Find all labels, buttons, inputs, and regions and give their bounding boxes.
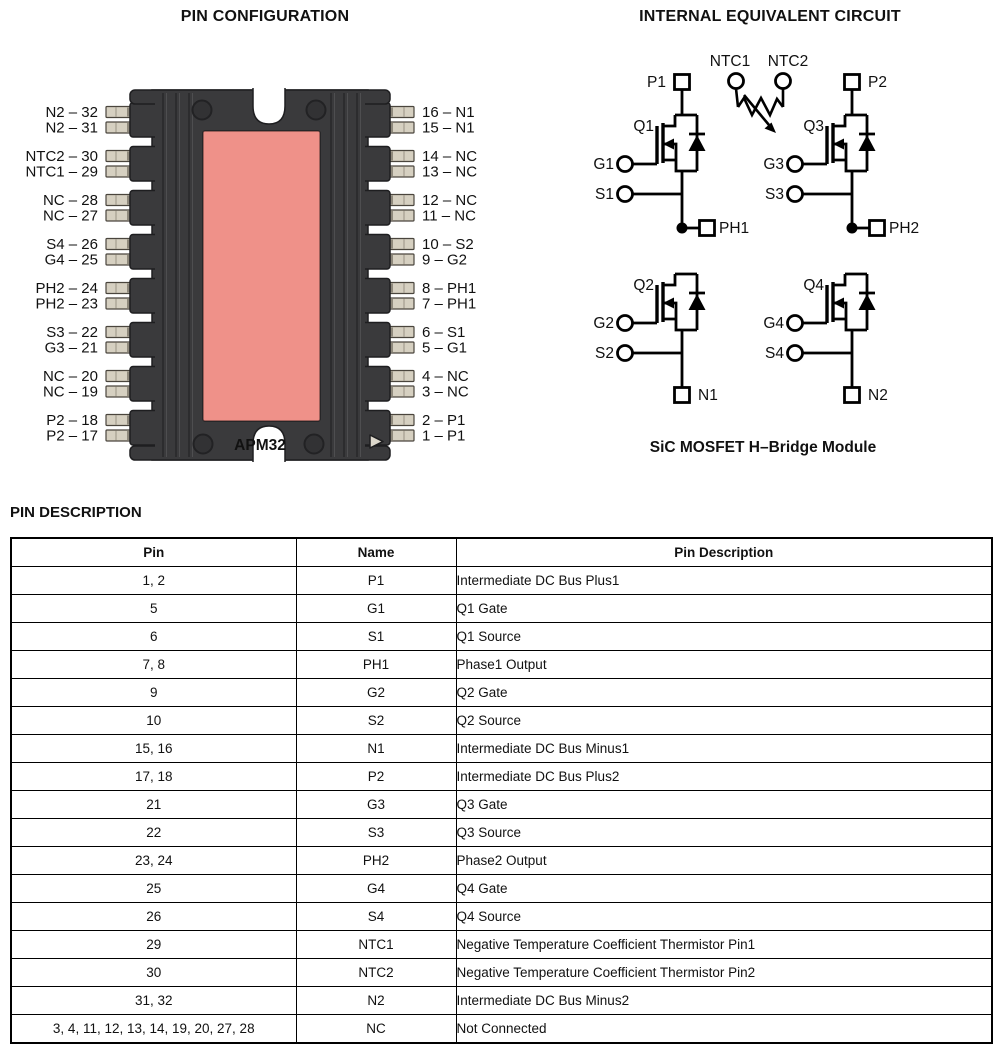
- pin-label-right: 11 – NC: [422, 207, 476, 225]
- table-row: [11, 931, 992, 959]
- phase-terminal: [870, 221, 885, 236]
- table-row: [11, 791, 992, 819]
- cell-name: N2: [296, 987, 456, 1015]
- cell-description: Q1 Source: [456, 623, 992, 651]
- pin-label-right: 4 – NC: [422, 368, 469, 385]
- source-terminal: [788, 346, 803, 361]
- pin-label-right: 16 – N1: [422, 104, 475, 121]
- cell-name: G1: [296, 595, 456, 623]
- package-bump: [362, 367, 390, 402]
- label-high-gate: G3: [763, 156, 784, 173]
- table-row: [11, 987, 992, 1015]
- cell-name: NTC2: [296, 959, 456, 987]
- cell-pin: 31, 32: [11, 987, 296, 1015]
- wire: [827, 123, 833, 164]
- wire: [657, 282, 663, 323]
- label-bus-minus: N1: [698, 387, 718, 404]
- pin-label-right: 3 – NC: [422, 383, 469, 401]
- table-row: [11, 707, 992, 735]
- pin-label-right: 13 – NC: [422, 163, 478, 181]
- package-bump: [130, 235, 158, 270]
- cell-name: G3: [296, 791, 456, 819]
- table-header-row: [11, 538, 992, 567]
- column-header-pin: Pin: [11, 538, 296, 567]
- pin-label-left: S3 – 22: [46, 324, 98, 341]
- label-phase: PH1: [719, 220, 750, 237]
- cell-description: Q1 Gate: [456, 595, 992, 623]
- pin-label-left: S4 – 26: [46, 236, 98, 253]
- label-high-fet: Q1: [633, 118, 654, 135]
- mounting-hole: [307, 101, 326, 120]
- cell-pin: 10: [11, 707, 296, 735]
- pin-label-right: 14 – NC: [422, 148, 478, 165]
- dc-bus-minus-terminal: [845, 388, 860, 403]
- wire: [657, 123, 663, 164]
- gate-terminal: [618, 157, 633, 172]
- thermistor-zigzag: [738, 98, 783, 115]
- junction-dot: [847, 223, 858, 234]
- cell-pin: 3, 4, 11, 12, 13, 14, 19, 20, 27, 28: [11, 1015, 296, 1044]
- equivalent-circuit-title: INTERNAL EQUIVALENT CIRCUIT: [639, 8, 901, 25]
- cell-name: PH1: [296, 651, 456, 679]
- pin-label-left: NC – 20: [42, 368, 98, 385]
- cell-name: P1: [296, 567, 456, 595]
- table-row: [11, 819, 992, 847]
- gate-terminal: [618, 316, 633, 331]
- cell-name: S4: [296, 903, 456, 931]
- mounting-hole: [194, 435, 213, 454]
- cell-description: Q4 Source: [456, 903, 992, 931]
- ntc1-terminal: [729, 74, 744, 89]
- pin-label-left: NC – 28: [42, 192, 98, 209]
- label-high-source: S1: [595, 186, 614, 203]
- label-phase: PH2: [889, 220, 920, 237]
- label-low-source: S4: [765, 345, 784, 362]
- pin-description-heading: PIN DESCRIPTION: [10, 504, 142, 521]
- cell-pin: 5: [11, 595, 296, 623]
- wire: [827, 282, 833, 323]
- table-row: [11, 1015, 992, 1044]
- cell-pin: 15, 16: [11, 735, 296, 763]
- package-bump: [362, 323, 390, 358]
- table-row: [11, 959, 992, 987]
- table-row: [11, 763, 992, 791]
- package-bump: [130, 367, 158, 402]
- label-high-source: S3: [765, 186, 784, 203]
- label-low-gate: G4: [763, 315, 784, 332]
- pin-label-left: NTC2 – 30: [25, 148, 98, 165]
- half-bridge-right: [763, 74, 919, 404]
- package-bump: [130, 191, 158, 226]
- pin-label-right: 12 – NC: [422, 192, 478, 209]
- table-row: [11, 875, 992, 903]
- table-row: [11, 651, 992, 679]
- gate-terminal: [788, 157, 803, 172]
- thermistor-arrowhead: [765, 123, 777, 134]
- body-diode: [859, 135, 876, 151]
- cell-description: Phase1 Output: [456, 651, 992, 679]
- package-bump: [362, 235, 390, 270]
- cell-name: G4: [296, 875, 456, 903]
- cell-description: Phase2 Output: [456, 847, 992, 875]
- cell-description: Not Connected: [456, 1015, 992, 1044]
- pin-label-left: G3 – 21: [44, 339, 98, 357]
- pin-label-right: 6 – S1: [422, 324, 466, 341]
- cell-description: Intermediate DC Bus Minus2: [456, 987, 992, 1015]
- package-name: APM32: [234, 437, 286, 454]
- cell-pin: 26: [11, 903, 296, 931]
- phase-terminal: [700, 221, 715, 236]
- cell-pin: 6: [11, 623, 296, 651]
- cell-description: Q4 Gate: [456, 875, 992, 903]
- pin-label-left: NC – 27: [42, 207, 98, 225]
- cell-description: Q3 Gate: [456, 791, 992, 819]
- pin-label-left: N2 – 31: [45, 119, 98, 137]
- pin-label-left: NC – 19: [42, 383, 98, 401]
- pin-label-left: P2 – 18: [46, 412, 98, 429]
- alignment-notch-top: [253, 88, 285, 124]
- body-diode: [689, 135, 706, 151]
- label-bus-plus: P1: [647, 74, 666, 91]
- cell-description: Intermediate DC Bus Minus1: [456, 735, 992, 763]
- package-bump: [362, 103, 390, 138]
- dc-bus-plus-terminal: [845, 75, 860, 90]
- source-terminal: [788, 187, 803, 202]
- label-low-source: S2: [595, 345, 614, 362]
- package-bump: [362, 147, 390, 182]
- cell-pin: 1, 2: [11, 567, 296, 595]
- table-row: [11, 903, 992, 931]
- pin-label-right: 10 – S2: [422, 236, 474, 253]
- half-bridge-left: [593, 74, 749, 404]
- pin-label-left: PH2 – 24: [35, 280, 98, 297]
- cell-pin: 22: [11, 819, 296, 847]
- package-bump: [130, 279, 158, 314]
- label-high-gate: G1: [593, 156, 614, 173]
- pin-description-table: [10, 537, 993, 1044]
- pin-label-left: NTC1 – 29: [25, 163, 98, 181]
- cell-name: S1: [296, 623, 456, 651]
- table-row: [11, 567, 992, 595]
- circuit-caption: SiC MOSFET H–Bridge Module: [649, 439, 877, 456]
- dc-bus-plus-terminal: [675, 75, 690, 90]
- label-ntc1: NTC1: [709, 53, 751, 70]
- junction-dot: [677, 223, 688, 234]
- label-ntc2: NTC2: [767, 53, 809, 70]
- pin-label-left: G4 – 25: [44, 251, 98, 269]
- cell-description: Intermediate DC Bus Plus1: [456, 567, 992, 595]
- cell-name: PH2: [296, 847, 456, 875]
- pin-label-left: P2 – 17: [46, 427, 98, 445]
- table-row: [11, 595, 992, 623]
- label-low-gate: G2: [593, 315, 614, 332]
- label-low-fet: Q4: [803, 277, 824, 294]
- wire: [744, 95, 769, 125]
- cell-name: S2: [296, 707, 456, 735]
- package-bump: [130, 147, 158, 182]
- package-bump: [362, 279, 390, 314]
- body-diode: [859, 294, 876, 310]
- pin-label-right: 15 – N1: [422, 119, 475, 137]
- gate-terminal: [788, 316, 803, 331]
- pin-label-right: 1 – P1: [422, 427, 466, 445]
- source-terminal: [618, 346, 633, 361]
- cell-description: Q2 Source: [456, 707, 992, 735]
- equivalent-circuit-diagram: [500, 40, 1000, 470]
- package-bump: [130, 411, 158, 446]
- pin-label-left: PH2 – 23: [35, 295, 98, 313]
- pin-label-right: 8 – PH1: [422, 280, 477, 297]
- body-diode: [689, 294, 706, 310]
- table-row: [11, 623, 992, 651]
- ntc-thermistor: [710, 53, 808, 133]
- column-header-name: Name: [296, 538, 456, 567]
- mounting-hole: [305, 435, 324, 454]
- cell-description: Q2 Gate: [456, 679, 992, 707]
- cell-name: G2: [296, 679, 456, 707]
- dc-bus-minus-terminal: [675, 388, 690, 403]
- cell-pin: 21: [11, 791, 296, 819]
- cell-name: NTC1: [296, 931, 456, 959]
- cell-pin: 17, 18: [11, 763, 296, 791]
- source-terminal: [618, 187, 633, 202]
- cell-name: N1: [296, 735, 456, 763]
- thermal-pad: [203, 131, 320, 421]
- label-bus-plus: P2: [868, 74, 887, 91]
- cell-description: Negative Temperature Coefficient Thermistor Pin1: [456, 931, 992, 959]
- cell-pin: 30: [11, 959, 296, 987]
- cell-name: NC: [296, 1015, 456, 1044]
- pin-configuration-title: PIN CONFIGURATION: [180, 8, 350, 25]
- cell-pin: 23, 24: [11, 847, 296, 875]
- cell-pin: 9: [11, 679, 296, 707]
- package-diagram: [0, 40, 500, 470]
- table-row: [11, 679, 992, 707]
- cell-description: Intermediate DC Bus Plus2: [456, 763, 992, 791]
- table-row: [11, 847, 992, 875]
- cell-description: Negative Temperature Coefficient Thermistor Pin2: [456, 959, 992, 987]
- pin-label-right: 5 – G1: [422, 339, 468, 357]
- cell-description: Q3 Source: [456, 819, 992, 847]
- package-bump: [130, 323, 158, 358]
- pin-label-right: 9 – G2: [422, 251, 468, 269]
- package-bump: [362, 191, 390, 226]
- column-header-description: Pin Description: [456, 538, 992, 567]
- table-row: [11, 735, 992, 763]
- ntc2-terminal: [776, 74, 791, 89]
- cell-pin: 25: [11, 875, 296, 903]
- label-bus-minus: N2: [868, 387, 888, 404]
- label-low-fet: Q2: [633, 277, 654, 294]
- cell-pin: 29: [11, 931, 296, 959]
- pin-label-right: 7 – PH1: [422, 295, 477, 313]
- package-bump: [130, 103, 158, 138]
- cell-name: P2: [296, 763, 456, 791]
- cell-name: S3: [296, 819, 456, 847]
- mounting-hole: [193, 101, 212, 120]
- cell-pin: 7, 8: [11, 651, 296, 679]
- label-high-fet: Q3: [803, 118, 824, 135]
- pin-label-left: N2 – 32: [45, 104, 98, 121]
- pin-label-right: 2 – P1: [422, 412, 466, 429]
